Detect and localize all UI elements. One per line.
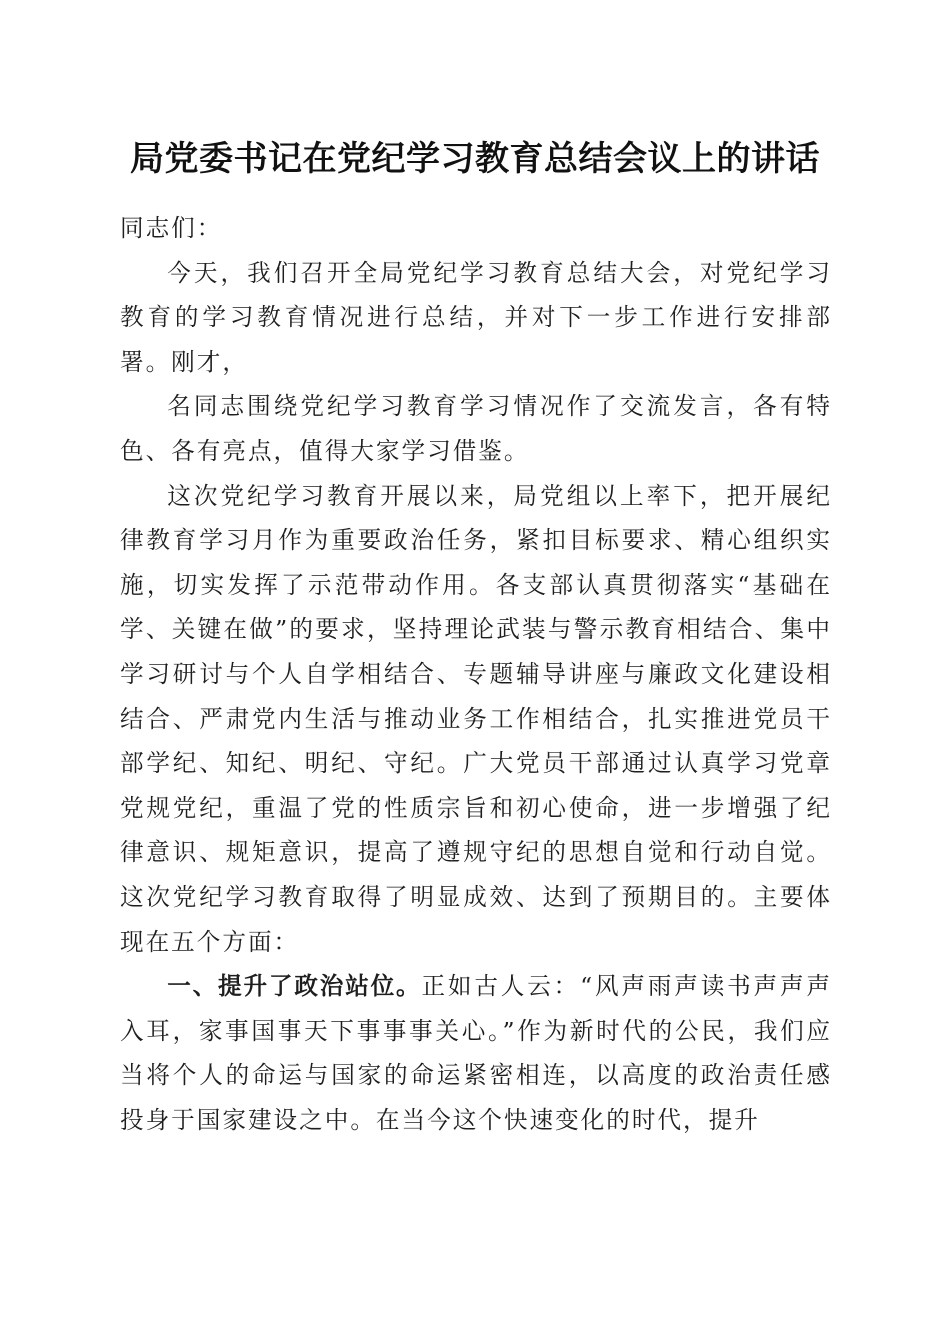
salutation: 同志们：: [120, 214, 223, 242]
section-one-paragraph: [120, 964, 832, 1142]
paragraph-opening: 今天，我们召开全局党纪学习教育总结大会，对党纪学习教育的学习教育情况进行总结，并对下一步工作进行安排部署。刚才，: [120, 258, 832, 376]
section-one-heading: 一、提升了政治站位。: [167, 972, 422, 1001]
paragraph-summary: 这次党纪学习教育开展以来，局党组以上率下，把开展纪律教育学习月作为重要政治任务，紧扣目标要求、精心组织实施，切实发挥了示范带动作用。各支部认真贯彻落实“基础在学、关键在做”的要求，坚持理论武装与警示教育相结合、集中学习研讨与个人自学相结合、专题辅导讲座与廉政文化建设相结合、严肃党内生活与推动业务工作相结合，扎实推进党员干部学纪、知纪、明纪、守纪。广大党员干部通过认真学习党章党规党纪，重温了党的性质宗旨和初心使命，进一步增强了纪律意识、规矩意识，提高了遵规守纪的思想自觉和行动自觉。这次党纪学习教育取得了明显成效、达到了预期目的。主要体现在五个方面：: [120, 481, 832, 956]
document-title: 局党委书记在党纪学习教育总结会议上的讲话: [130, 139, 820, 179]
paragraph-exchange: 名同志围绕党纪学习教育学习情况作了交流发言，各有特色、各有亮点，值得大家学习借鉴。: [120, 392, 832, 465]
document-body: [120, 206, 832, 1142]
section-one-text: 正如古人云：“风声雨声读书声声声入耳，家事国事天下事事事关心。”作为新时代的公民，我们应当将个人的命运与国家的命运紧密相连，以高度的政治责任感投身于国家建设之中。在当今这个快速变化的时代，提升: [120, 972, 833, 1134]
